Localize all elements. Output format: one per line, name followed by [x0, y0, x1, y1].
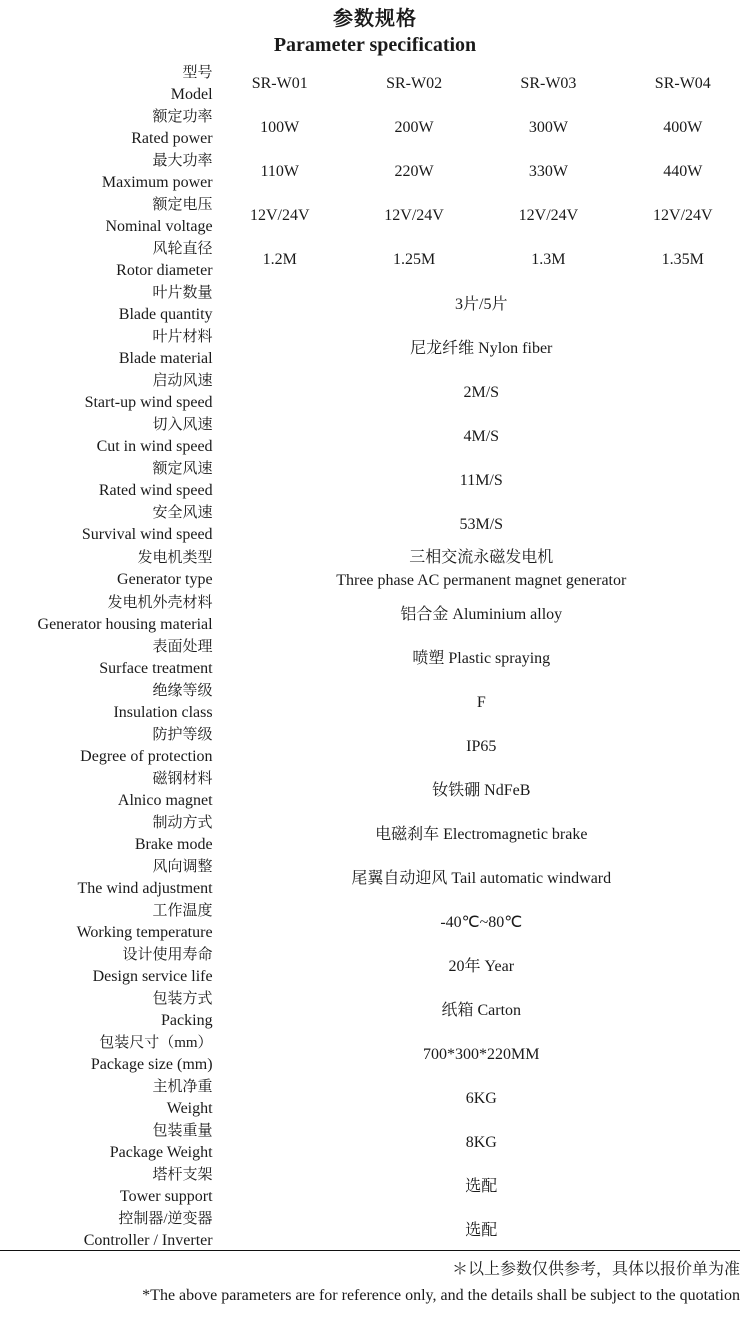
spec-table-body — [0, 62, 750, 1252]
row-label-cn: 包装尺寸（mm） — [99, 1035, 213, 1051]
row-value-merged: 3片/5片 — [455, 295, 508, 313]
row-value-merged-en: Three phase AC permanent magnet generator — [336, 572, 627, 589]
row-value: SR-W03 — [520, 75, 577, 92]
row-value: 12V/24V — [653, 207, 713, 224]
row-label — [0, 502, 213, 546]
row-label-cn: 发电机类型 — [137, 550, 213, 566]
row-label — [0, 592, 213, 636]
row-label-cn: 切入风速 — [152, 417, 213, 433]
row-label-en: Tower support — [119, 1188, 213, 1205]
row-label — [0, 1032, 213, 1076]
row-label-en: Working temperature — [76, 924, 213, 941]
table-row — [0, 546, 750, 592]
row-label-en: Packing — [161, 1012, 213, 1029]
row-label — [0, 812, 213, 856]
row-label-cn: 绝缘等级 — [152, 683, 213, 699]
row-value-merged — [213, 546, 750, 592]
row-label-cn: 塔杆支架 — [152, 1167, 213, 1183]
footer-note — [0, 1250, 750, 1309]
row-label-en: Generator housing material — [37, 616, 213, 633]
row-value-merged: 电磁刹车 Electromagnetic brake — [375, 825, 588, 843]
row-label-en: Package Weight — [109, 1144, 213, 1161]
spec-table — [0, 62, 750, 1252]
footer-note-cn: ＊以上参数仅供参考，具体以报价单为准 — [451, 1261, 740, 1278]
table-row — [0, 1164, 750, 1208]
row-value-merged: 喷塑 Plastic spraying — [412, 649, 551, 667]
row-label-cn: 控制器/逆变器 — [118, 1211, 213, 1227]
row-value-merged-cn: 三相交流永磁发电机 — [409, 549, 554, 566]
table-row — [0, 812, 750, 856]
row-value-merged: 2M/S — [463, 383, 500, 401]
table-row — [0, 724, 750, 768]
table-row — [0, 988, 750, 1032]
row-value-merged: F — [476, 693, 486, 711]
row-value: 200W — [394, 119, 434, 136]
table-row — [0, 414, 750, 458]
row-label — [0, 150, 213, 194]
row-value: 440W — [663, 163, 703, 180]
row-value: 12V/24V — [518, 207, 579, 224]
page-title-cn: 参数规格 — [333, 8, 417, 30]
row-label-cn: 发电机外壳材料 — [107, 595, 213, 611]
row-label-en: Degree of protection — [80, 748, 213, 765]
row-label — [0, 1208, 213, 1252]
row-label-en: Rated wind speed — [98, 482, 213, 499]
row-label-en: Rated power — [131, 130, 213, 147]
row-value-merged: 6KG — [465, 1089, 497, 1107]
row-label-cn: 工作温度 — [152, 903, 213, 919]
row-label-cn: 包装方式 — [152, 991, 213, 1007]
table-row — [0, 1120, 750, 1164]
table-row — [0, 282, 750, 326]
row-label-en: Maximum power — [101, 174, 213, 191]
row-value-merged: 钕铁硼 NdFeB — [432, 781, 531, 799]
row-value-merged: 8KG — [465, 1133, 497, 1151]
table-row — [0, 238, 750, 282]
row-label-en: Insulation class — [113, 704, 213, 721]
table-row — [0, 106, 750, 150]
row-label-cn: 额定电压 — [152, 197, 213, 213]
title-block — [0, 0, 750, 58]
row-value: 1.3M — [531, 251, 566, 268]
table-row — [0, 1032, 750, 1076]
row-label — [0, 326, 213, 370]
table-row — [0, 636, 750, 680]
row-label-cn: 启动风速 — [152, 373, 213, 389]
table-row — [0, 194, 750, 238]
row-label-en: Blade quantity — [118, 306, 213, 323]
row-label — [0, 680, 213, 724]
row-label — [0, 988, 213, 1032]
row-value: SR-W04 — [654, 75, 711, 92]
row-value: 12V/24V — [249, 207, 310, 224]
row-label-cn: 最大功率 — [152, 153, 213, 169]
row-label — [0, 282, 213, 326]
table-row — [0, 592, 750, 636]
row-value: SR-W02 — [386, 75, 443, 92]
row-label — [0, 238, 213, 282]
row-label — [0, 1076, 213, 1120]
row-label — [0, 636, 213, 680]
row-value-merged: 纸箱 Carton — [441, 1001, 522, 1019]
row-label-en: Blade material — [118, 350, 213, 367]
row-value-merged: 11M/S — [459, 471, 503, 489]
row-value-merged: 53M/S — [459, 515, 504, 533]
row-label — [0, 62, 213, 106]
row-value: 330W — [528, 163, 568, 180]
row-label — [0, 724, 213, 768]
row-label-cn: 额定功率 — [152, 109, 213, 125]
row-value-merged: IP65 — [466, 737, 497, 755]
row-value-merged: -40℃~80℃ — [440, 913, 523, 931]
row-label-en: Design service life — [92, 968, 213, 985]
page-title-en: Parameter specification — [273, 34, 477, 56]
row-label-en: Nominal voltage — [105, 218, 213, 235]
row-label-cn: 型号 — [182, 65, 213, 81]
row-label-en: Controller / Inverter — [83, 1232, 213, 1249]
row-label-en: Package size (mm) — [90, 1056, 213, 1073]
row-value-merged: 选配 — [465, 1177, 498, 1195]
row-label-en: Surface treatment — [99, 660, 213, 677]
footer-note-en: *The above parameters are for reference only, and the details shall be subject to the quotation — [142, 1287, 740, 1304]
row-value: 1.2M — [262, 251, 297, 268]
row-value: 100W — [260, 119, 300, 136]
row-label — [0, 370, 213, 414]
table-row — [0, 326, 750, 370]
row-label-cn: 安全风速 — [152, 505, 213, 521]
table-row — [0, 900, 750, 944]
row-label — [0, 1164, 213, 1208]
row-value-merged: 4M/S — [463, 427, 500, 445]
row-label — [0, 106, 213, 150]
row-label-en: Survival wind speed — [81, 526, 213, 543]
row-label-cn: 主机净重 — [152, 1079, 213, 1095]
row-label-en: Brake mode — [134, 836, 213, 853]
table-row — [0, 150, 750, 194]
row-label-en: The wind adjustment — [77, 880, 213, 897]
row-label-cn: 表面处理 — [152, 639, 213, 655]
table-row — [0, 856, 750, 900]
table-row — [0, 1208, 750, 1252]
table-row — [0, 1076, 750, 1120]
row-label-cn: 叶片材料 — [152, 329, 213, 345]
row-label-en: Alnico magnet — [117, 792, 213, 809]
row-label-cn: 叶片数量 — [152, 285, 213, 301]
row-value: 110W — [260, 163, 299, 180]
row-label-en: Weight — [166, 1100, 213, 1117]
row-label — [0, 414, 213, 458]
row-label — [0, 900, 213, 944]
row-value: 220W — [394, 163, 434, 180]
row-label — [0, 944, 213, 988]
row-label — [0, 458, 213, 502]
row-label-cn: 防护等级 — [152, 727, 213, 743]
row-value-merged: 尼龙纤维 Nylon fiber — [410, 339, 553, 357]
row-label-en: Model — [170, 86, 213, 103]
table-row — [0, 370, 750, 414]
row-value-merged: 700*300*220MM — [423, 1045, 540, 1063]
row-label — [0, 768, 213, 812]
row-label — [0, 194, 213, 238]
table-row — [0, 768, 750, 812]
row-label-en: Start-up wind speed — [84, 394, 213, 411]
row-label — [0, 856, 213, 900]
row-label-en: Rotor diameter — [116, 262, 213, 279]
row-label-cn: 制动方式 — [152, 815, 213, 831]
row-label-en: Cut in wind speed — [96, 438, 213, 455]
row-label-cn: 风轮直径 — [152, 241, 213, 257]
table-row — [0, 680, 750, 724]
row-value: 1.35M — [661, 251, 704, 268]
row-label — [0, 546, 213, 592]
row-value-merged: 尾翼自动迎风 Tail automatic windward — [351, 869, 612, 887]
row-value: 300W — [528, 119, 568, 136]
footer-divider — [0, 1250, 740, 1251]
row-label-cn: 包装重量 — [152, 1123, 213, 1139]
row-value: 1.25M — [392, 251, 436, 268]
table-row — [0, 458, 750, 502]
row-value: 12V/24V — [384, 207, 444, 224]
row-label-en: Generator type — [117, 571, 213, 588]
row-label-cn: 磁钢材料 — [152, 771, 213, 787]
row-label — [0, 1120, 213, 1164]
table-row — [0, 944, 750, 988]
table-row — [0, 62, 750, 106]
row-label-cn: 风向调整 — [152, 859, 213, 875]
row-value: SR-W01 — [251, 75, 308, 92]
table-row — [0, 502, 750, 546]
row-value: 400W — [663, 119, 703, 136]
row-value-merged: 铝合金 Aluminium alloy — [400, 605, 563, 623]
row-value-merged: 选配 — [465, 1221, 498, 1239]
row-label-cn: 设计使用寿命 — [122, 947, 213, 963]
row-value-merged: 20年 Year — [448, 957, 515, 975]
row-label-cn: 额定风速 — [152, 461, 213, 477]
